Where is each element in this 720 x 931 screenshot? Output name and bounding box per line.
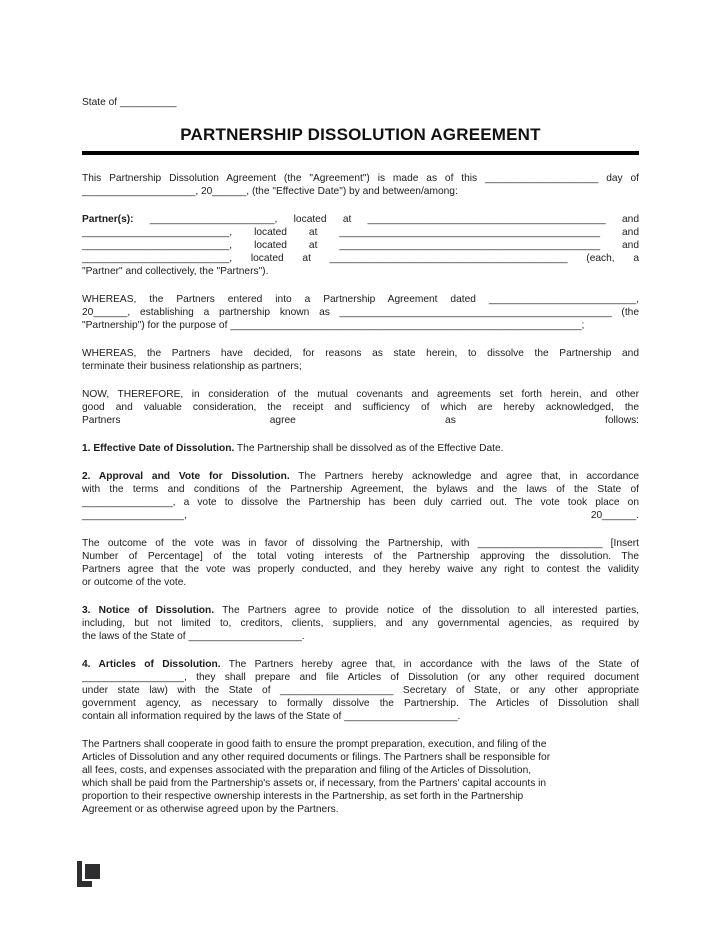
- section-2-approval-vote: [82, 470, 639, 522]
- text-line: __________________, they shall prepare and file Articles of Dissolution (or any other required document: [82, 672, 639, 683]
- intro-paragraph: [82, 172, 639, 198]
- partners-label: Partner(s):: [82, 214, 134, 225]
- section-3-line-rest: The Partners agree to provide notice of the dissolution to all interested parties,: [214, 605, 639, 616]
- text-line: __________________________, located at __________________________________________ (each, a: [82, 253, 639, 264]
- text-line: ____________________, 20______, (the "Effective Date") by and between/among:: [82, 186, 458, 197]
- section-1-effective-date: [82, 442, 639, 455]
- title-rule: [82, 151, 639, 155]
- text-line: the laws of the State of ____________________.: [82, 631, 305, 642]
- whereas-dated-clause: [82, 293, 639, 332]
- text-line: contain all information required by the laws of the State of ____________________.: [82, 711, 461, 722]
- section-1-heading: 1. Effective Date of Dissolution.: [82, 443, 235, 454]
- now-therefore-clause: [82, 388, 639, 427]
- text-line: __________________________, located at ______________________________________________ and: [82, 227, 639, 238]
- text-line: proportion to their respective ownership interests in the Partnership, as set forth in the Partnership: [82, 791, 524, 802]
- text-line: The Partners shall cooperate in good faith to ensure the prompt preparation, execution, and filing of the: [82, 739, 547, 750]
- text-line: terminate their business relationship as partners;: [82, 361, 302, 372]
- section-4-heading: 4. Articles of Dissolution.: [82, 659, 221, 670]
- text-line: ________________, a vote to dissolve the Partnership has been duly carried out. The vote took place on: [82, 497, 639, 508]
- state-of-line: State of __________: [82, 97, 177, 108]
- document-title: PARTNERSHIP DISSOLUTION AGREEMENT: [180, 125, 541, 144]
- text-line: "Partner" and collectively, the "Partners").: [82, 266, 269, 277]
- section-3-notice: [82, 604, 639, 643]
- text-line: WHEREAS, the Partners have decided, for reasons as state herein, to dissolve the Partnership and: [82, 348, 639, 359]
- text-line: with the terms and conditions of the Partnership Agreement, the bylaws and the laws of the State of: [82, 484, 639, 495]
- text-line: good and valuable consideration, the receipt and sufficiency of which are hereby acknowledged, the: [82, 402, 639, 413]
- text-line: [82, 213, 639, 226]
- text-line: Number of Percentage] of the total voting interests of the Partnership approving the dissolution. The: [82, 551, 639, 562]
- text-line: "Partnership") for the purpose of ______________________________________________________________;: [82, 320, 585, 331]
- section-4-articles: [82, 658, 639, 723]
- text-line: The outcome of the vote was in favor of dissolving the Partnership, with ______________________ [Insert: [82, 538, 639, 549]
- text-line: __________________, 20______.: [82, 510, 639, 521]
- legal-templates-logo-icon: [76, 861, 101, 887]
- text-line: 20______, establishing a partnership known as ________________________________________________ (the: [82, 307, 639, 318]
- text-line: including, but not limited to, creditors, clients, suppliers, and any governmental agencies, as required by: [82, 618, 639, 629]
- text-line: which shall be paid from the Partnership's assets or, if necessary, from the Partners' capital accounts in: [82, 778, 547, 789]
- text-line: Partners agree as follows:: [82, 415, 639, 426]
- text-line: [82, 470, 639, 483]
- text-line: [82, 442, 639, 455]
- text-line: __________________________, located at ______________________________________________ and: [82, 240, 639, 251]
- section-2-line-rest: The Partners hereby acknowledge and agree that, in accordance: [289, 471, 639, 482]
- vote-outcome-paragraph: [82, 537, 639, 589]
- section-3-heading: 3. Notice of Dissolution.: [82, 605, 215, 616]
- partners-clause: [82, 213, 639, 278]
- text-line: under state law) with the State of ____________________ Secretary of State, or any other appropriate: [82, 685, 639, 696]
- whereas-decided-clause: [82, 347, 639, 373]
- text-line: Agreement or as otherwise agreed upon by the Partners.: [82, 804, 339, 815]
- text-line: Partners agree that the vote was properly conducted, and they hereby waive any right to contest the validity: [82, 564, 639, 575]
- text-line: NOW, THEREFORE, in consideration of the mutual covenants and agreements set forth herein, and other: [82, 389, 639, 400]
- cooperation-paragraph: [82, 738, 639, 816]
- text-line: This Partnership Dissolution Agreement (the "Agreement") is made as of this ____________________ day of: [82, 173, 639, 184]
- section-4-line-rest: The Partners hereby agree that, in accordance with the laws of the State of: [220, 659, 639, 670]
- text-line: [82, 658, 639, 671]
- section-2-heading: 2. Approval and Vote for Dissolution.: [82, 471, 290, 482]
- text-line: WHEREAS, the Partners entered into a Partnership Agreement dated __________________________,: [82, 294, 639, 305]
- partners-line-rest: ______________________, located at __________________________________________ and: [133, 214, 639, 225]
- text-line: [82, 604, 639, 617]
- text-line: or outcome of the vote.: [82, 577, 187, 588]
- text-line: all fees, costs, and expenses associated with the preparation and filing of the Articles of Dissolution,: [82, 765, 532, 776]
- text-line: government agency, as necessary to formally dissolve the Partnership. The Articles of Dissolution shall: [82, 698, 639, 709]
- section-1-body: The Partnership shall be dissolved as of the Effective Date.: [234, 443, 504, 454]
- document-page: [82, 96, 639, 816]
- text-line: Articles of Dissolution and any other required documents or filings. The Partners shall be responsible for: [82, 752, 551, 763]
